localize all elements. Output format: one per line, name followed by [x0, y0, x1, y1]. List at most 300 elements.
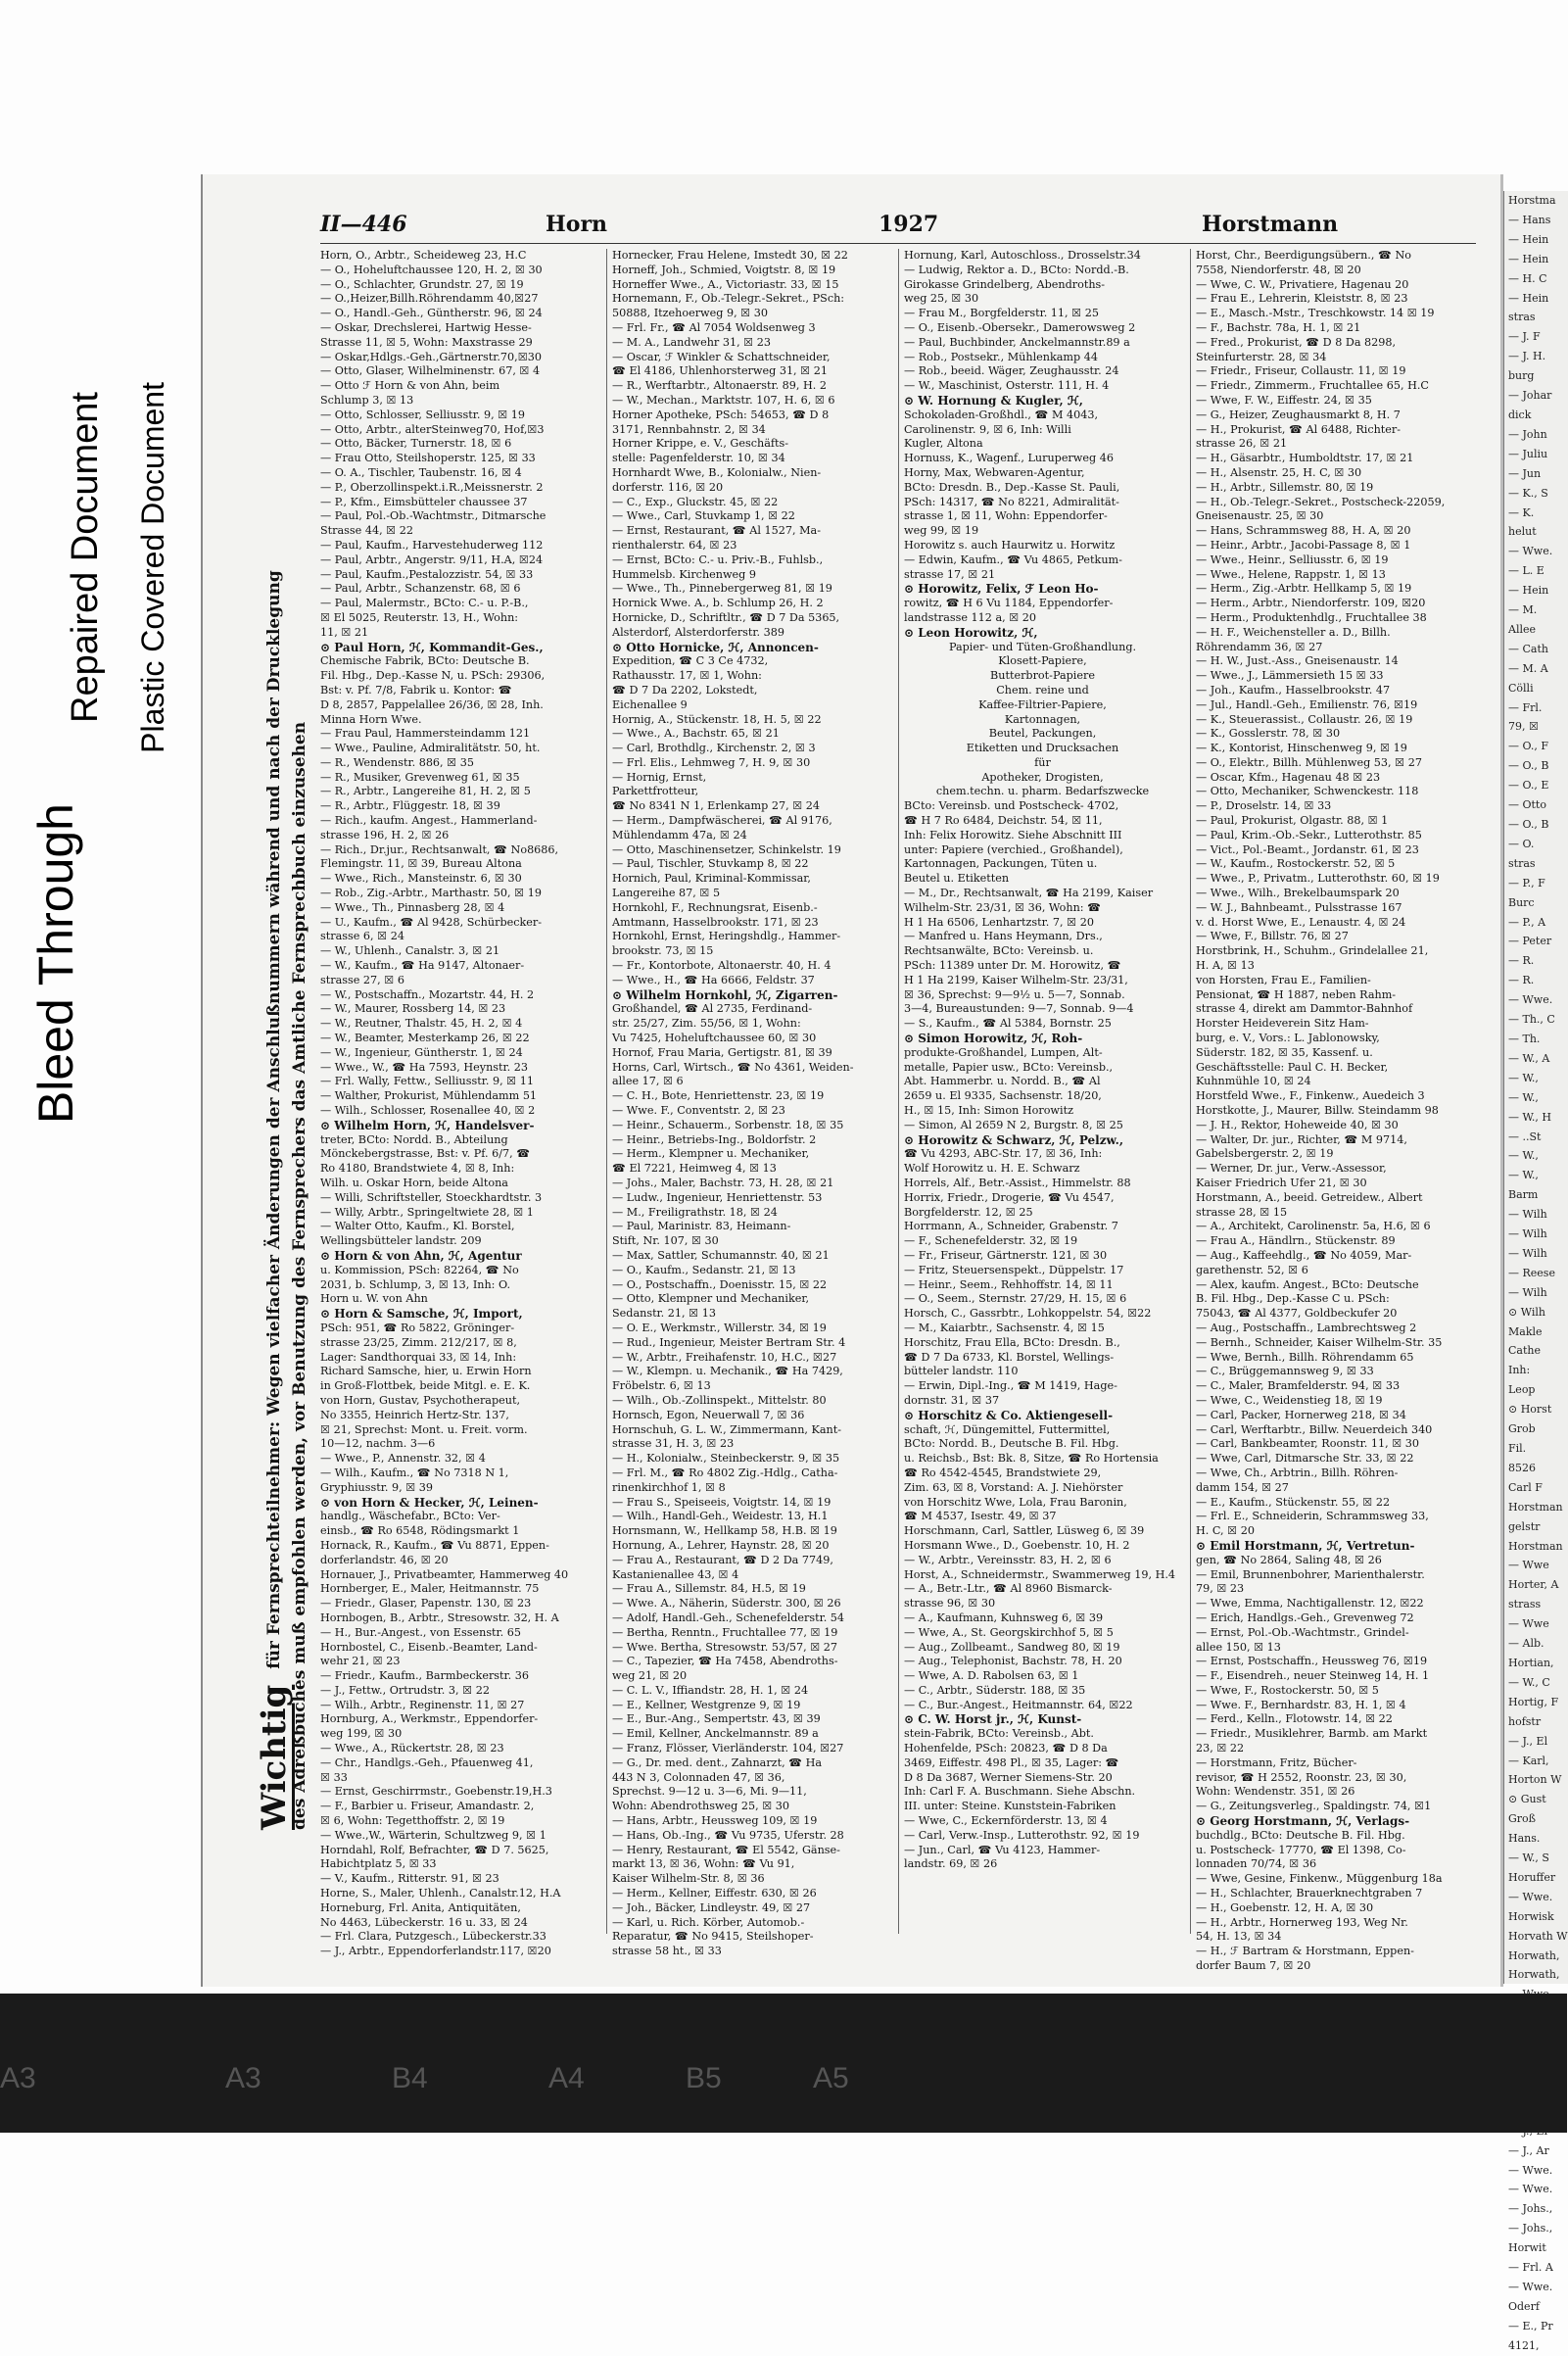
directory-entry: — Max, Sattler, Schumannstr. 40, ☒ 21	[612, 1248, 830, 1262]
next-page-entry: — Wwe.	[1508, 2163, 1553, 2177]
directory-entry: treter, BCto: Nordd. B., Abteilung	[320, 1132, 508, 1146]
directory-entry: ☒ 21, Sprechst: Mont. u. Freit. vorm.	[320, 1422, 528, 1436]
directory-entry: — Wwe., Th., Pinnasberg 28, ☒ 4	[320, 900, 505, 914]
directory-entry: — O., Elektr., Billh. Mühlenweg 53, ☒ 27	[1196, 755, 1422, 769]
directory-entry: strasse 1, ☒ 11, Wohn: Eppendorfer-	[904, 509, 1108, 523]
directory-entry: — Frau A., Händlrn., Stückenstr. 89	[1196, 1234, 1396, 1248]
directory-entry: Kaiser Wilhelm-Str. 8, ☒ 36	[612, 1872, 765, 1886]
directory-entry: — H., Arbtr., Hornerweg 193, Weg Nr.	[1196, 1915, 1408, 1929]
directory-entry: — Friedr., Friseur, Collaustr. 11, ☒ 19	[1196, 364, 1406, 378]
directory-entry: 10—12, nachm. 3—6	[320, 1437, 436, 1451]
directory-entry: — H., Alsenstr. 25, H. C, ☒ 30	[1196, 465, 1362, 479]
next-page-entry: — J., Ar	[1508, 2143, 1549, 2157]
directory-entry: Hornsmann, W., Hellkamp 58, H.B. ☒ 19	[612, 1524, 837, 1538]
directory-entry: Lager: Sandthorquai 33, ☒ 14, Inh:	[320, 1350, 517, 1364]
directory-entry: — W., Postschaffn., Mozartstr. 44, H. 2	[320, 987, 535, 1001]
next-page-entry: Horwit	[1508, 2241, 1546, 2255]
directory-entry: — Hans, Arbtr., Heussweg 109, ☒ 19	[612, 1814, 818, 1828]
directory-entry: — Bernh., Schneider, Kaiser Wilhelm-Str. 35	[1196, 1335, 1443, 1349]
directory-entry: ⊙ Horowitz, Felix, ℱ Leon Ho-	[904, 582, 1099, 597]
directory-entry: — Paul, Marinistr. 83, Heimann-	[612, 1220, 791, 1233]
directory-entry: — H., Ob.-Telegr.-Sekret., Postscheck-22059,	[1196, 495, 1446, 508]
directory-entry: — C. H., Bote, Henriettenstr. 23, ☒ 19	[612, 1089, 825, 1103]
directory-entry: — Erich, Handlgs.-Geh., Grevenweg 72	[1196, 1611, 1414, 1624]
directory-entry: — Willy, Arbtr., Springeltwiete 28, ☒ 1	[320, 1205, 534, 1219]
directory-entry: D 8, 2857, Pappelallee 26/36, ☒ 28, Inh.	[320, 697, 544, 711]
directory-entry: strasse 58 ht., ☒ 33	[612, 1945, 722, 1958]
directory-entry: — Wilh., Arbtr., Reginenstr. 11, ☒ 27	[320, 1698, 525, 1711]
directory-entry: Horner Apotheke, PSch: 54653, ☎ D 8	[612, 408, 830, 421]
directory-entry: stelle: Pagenfelderstr. 10, ☒ 34	[612, 452, 785, 465]
directory-entry: einsb., ☎ Ro 6548, Rödingsmarkt 1	[320, 1524, 520, 1538]
directory-entry: — Frl. Wally, Fettw., Selliusstr. 9, ☒ 11	[320, 1075, 535, 1088]
next-page-entry: Oderf	[1508, 2299, 1540, 2313]
directory-entry: — W., Ingenieur, Güntherstr. 1, ☒ 24	[320, 1045, 523, 1059]
directory-entry: Großhandel, ☎ Al 2735, Ferdinand-	[612, 1002, 813, 1016]
directory-entry: — G., Dr. med. dent., Zahnarzt, ☎ Ha	[612, 1755, 823, 1769]
directory-entry: — Wwe, Gesine, Finkenw., Müggenburg 18a	[1196, 1872, 1443, 1886]
directory-entry: — Wwe, C., Eckernförderstr. 13, ☒ 4	[904, 1814, 1108, 1828]
directory-entry: — Wilh., Ob.-Zollinspekt., Mittelstr. 80	[612, 1393, 827, 1407]
directory-entry: metalle, Papier usw., BCto: Vereinsb.,	[904, 1060, 1114, 1074]
directory-entry: Hornberger, E., Maler, Heitmannstr. 75	[320, 1582, 540, 1596]
directory-entry: Hornhardt Wwe, B., Kolonialw., Nien-	[612, 465, 822, 479]
next-page-entry: Makle	[1508, 1324, 1543, 1338]
directory-entry: 443 N 3, Colonnaden 47, ☒ 36,	[612, 1770, 785, 1784]
directory-entry: ☎ Ro 4542-4545, Brandstwiete 29,	[904, 1466, 1102, 1479]
directory-entry: — H. W., Just.-Ass., Gneisenaustr. 14	[1196, 654, 1399, 668]
next-page-entry: Horuffer	[1508, 1870, 1556, 1884]
directory-entry: — Wilh., Handl-Geh., Weidestr. 13, H.1	[612, 1510, 829, 1523]
column-divider	[898, 249, 899, 1934]
directory-entry: — Aug., Telephonist, Bachstr. 78, H. 20	[904, 1655, 1122, 1668]
directory-entry: — M., Kaiarbtr., Sachsenstr. 4, ☒ 15	[904, 1321, 1105, 1334]
directory-entry: 11, ☒ 21	[320, 625, 369, 639]
next-page-entry: — Jun	[1508, 466, 1542, 480]
directory-entry: — Heinr., Schauerm., Sorbenstr. 18, ☒ 35	[612, 1118, 844, 1131]
directory-entry: — R., Werftarbtr., Altonaerstr. 89, H. 2	[612, 379, 828, 393]
directory-entry: Hornburg, A., Werkmstr., Eppendorfer-	[320, 1712, 539, 1726]
directory-entry: — C., Maler, Bramfelderstr. 94, ☒ 33	[1196, 1379, 1401, 1393]
directory-entry: — Hans, Schrammsweg 88, H. A, ☒ 20	[1196, 524, 1411, 538]
directory-entry: — Ernst, Geschirrmstr., Goebenstr.19,H.3	[320, 1785, 552, 1799]
directory-entry: Richard Samsche, hier, u. Erwin Horn	[320, 1365, 532, 1378]
next-page-entry: — O., E	[1508, 779, 1549, 793]
directory-entry: Fröbelstr. 6, ☒ 13	[612, 1379, 711, 1393]
directory-entry: — E., Kaufm., Stückenstr. 55, ☒ 22	[1196, 1495, 1391, 1509]
next-page-entry: — Otto	[1508, 798, 1546, 812]
directory-entry: Gneisenaustr. 25, ☒ 30	[1196, 509, 1324, 523]
column-divider	[1190, 249, 1191, 1934]
directory-entry: markt 13, ☒ 36, Wohn: ☎ Vu 91,	[612, 1857, 795, 1871]
page-header	[320, 212, 1476, 241]
directory-entry: weg 99, ☒ 19	[904, 524, 979, 538]
directory-entry: — Aug., Kaffeehdlg., ☎ No 4059, Mar-	[1196, 1248, 1412, 1262]
directory-entry: — Franz, Flösser, Vierländerstr. 104, ☒27	[612, 1742, 844, 1755]
directory-entry: ⊙ Otto Hornicke, ℋ, Annoncen-	[612, 640, 819, 654]
directory-entry: 54, H. 13, ☒ 34	[1196, 1930, 1282, 1944]
directory-entry: chem.techn. u. pharm. Bedarfszwecke	[935, 785, 1150, 798]
directory-entry: — Wwe, C. W., Privatiere, Hagenau 20	[1196, 277, 1409, 291]
header-right-word: Horstmann	[1202, 212, 1339, 237]
directory-entry: weg 21, ☒ 20	[612, 1669, 688, 1683]
directory-entry: — G., Zeitungsverleg., Spaldingstr. 74, ☒1	[1196, 1800, 1432, 1813]
next-page-entry: — Johar	[1508, 389, 1552, 403]
directory-entry: Hornecker, Frau Helene, Imstedt 30, ☒ 22	[612, 249, 848, 262]
directory-entry: — O. A., Tischler, Taubenstr. 16, ☒ 4	[320, 465, 522, 479]
directory-entry: — Otto, Arbtr., alterSteinweg70, Hof,☒3	[320, 422, 545, 436]
directory-entry: — A., Architekt, Carolinenstr. 5a, H.6, ☒ 6	[1196, 1220, 1431, 1233]
directory-entry: Mönckebergstrasse, Bst: v. Pf. 6/7, ☎	[320, 1147, 531, 1161]
directory-entry: burg, e. V., Vors.: L. Jablonowsky,	[1196, 1032, 1380, 1045]
directory-entry: — W., Beamter, Mesterkamp 26, ☒ 22	[320, 1032, 530, 1045]
next-page-entry: — Th., C	[1508, 1013, 1555, 1027]
directory-entry: ☎ D 7 Da 2202, Lokstedt,	[612, 683, 758, 697]
directory-entry: Mühlendamm 47a, ☒ 24	[612, 828, 747, 841]
directory-entry: — Johs., Maler, Bachstr. 73, H. 28, ☒ 21	[612, 1177, 834, 1189]
directory-entry: ⊙ Leon Horowitz, ℋ,	[904, 625, 1038, 640]
directory-entry: Hornemann, F., Ob.-Telegr.-Sekret., PSch:	[612, 292, 845, 306]
directory-entry: — Oscar, Kfm., Hagenau 48 ☒ 23	[1196, 770, 1381, 784]
directory-entry: — W., Kaufm., Rostockerstr. 52, ☒ 5	[1196, 857, 1396, 871]
directory-entry: Hornuss, K., Wagenf., Luruperweg 46	[904, 452, 1114, 465]
directory-entry: dorferlandstr. 46, ☒ 20	[320, 1553, 449, 1566]
directory-entry: von Horn, Gustav, Psychotherapeut,	[320, 1393, 521, 1407]
directory-entry: Kaiser Friedrich Ufer 21, ☒ 30	[1196, 1177, 1367, 1189]
next-page-entry: — W., H	[1508, 1110, 1551, 1124]
directory-entry: Horstmann, A., beeid. Getreidew., Albert	[1196, 1190, 1423, 1204]
next-page-edge	[1503, 191, 1568, 2352]
directory-entry: — Wwe. A., Näherin, Süderstr. 300, ☒ 26	[612, 1597, 841, 1611]
directory-entry: Geschäftsstelle: Paul C. H. Becker,	[1196, 1060, 1389, 1074]
directory-entry: Kartonnagen,	[1004, 712, 1081, 726]
next-page-entry: Inh:	[1508, 1364, 1531, 1377]
next-page-entry: — Hein	[1508, 232, 1549, 246]
directory-entry: Horowitz s. auch Haurwitz u. Horwitz	[904, 538, 1116, 552]
directory-entry: — Vict., Pol.-Beamt., Jordanstr. 61, ☒ 23	[1196, 842, 1419, 856]
directory-entry: — Wilh., Kaufm., ☎ No 7318 N 1,	[320, 1466, 509, 1479]
directory-entry: Carolinenstr. 9, ☒ 6, Inh: Willi	[904, 422, 1071, 436]
directory-entry: — Frl. Fr., ☎ Al 7054 Woldsenweg 3	[612, 320, 816, 334]
directory-entry: — Frau M., Borgfelderstr. 11, ☒ 25	[904, 307, 1099, 320]
directory-entry: Alsterdorf, Alsterdorferstr. 389	[612, 625, 784, 639]
directory-entry: ⊙ Horschitz & Co. Aktiengesell-	[904, 1408, 1114, 1422]
directory-entry: — Jun., Carl, ☎ Vu 4123, Hammer-	[904, 1843, 1101, 1856]
directory-entry: Minna Horn Wwe.	[320, 712, 422, 726]
directory-entry: brookstr. 73, ☒ 15	[612, 944, 714, 958]
directory-entry: Hornbogen, B., Arbtr., Stresowstr. 32, H. A	[320, 1611, 559, 1624]
directory-entry: — M. A., Landwehr 31, ☒ 23	[612, 335, 772, 349]
next-page-entry: — Johs.,	[1508, 2222, 1553, 2236]
directory-entry: Schlump 3, ☒ 13	[320, 393, 414, 407]
directory-entry: Flemingstr. 11, ☒ 39, Bureau Altona	[320, 857, 522, 871]
next-page-entry: — W.,	[1508, 1169, 1539, 1182]
directory-entry: ☎ Vu 4293, ABC-Str. 17, ☒ 36, Inh:	[904, 1147, 1103, 1161]
directory-entry: Amtmann, Hasselbrookstr. 171, ☒ 23	[612, 915, 819, 929]
directory-entry: — Otto, Klempner und Mechaniker,	[612, 1292, 810, 1306]
directory-entry: Chem. reine und	[996, 683, 1089, 697]
column-2	[612, 249, 889, 1958]
directory-entry: — Wwe.,W., Wärterin, Schultzweg 9, ☒ 1	[320, 1828, 546, 1842]
directory-entry: Zim. 63, ☒ 8, Vorstand: A. J. Niehörster	[904, 1480, 1123, 1494]
directory-entry: — W., Arbtr., Freihafenstr. 10, H.C., ☒27	[612, 1350, 837, 1364]
directory-entry: ⊙ Horn & von Ahn, ℋ, Agentur	[320, 1248, 522, 1263]
directory-entry: produkte-Großhandel, Lumpen, Alt-	[904, 1045, 1103, 1059]
next-page-entry: — J. H.	[1508, 350, 1546, 363]
directory-entry: Horrix, Friedr., Drogerie, ☎ Vu 4547,	[904, 1190, 1115, 1204]
next-page-entry: — O., B	[1508, 759, 1549, 773]
directory-entry: — Wwe., W., ☎ Ha 7593, Heynstr. 23	[320, 1060, 528, 1074]
directory-entry: Fil. Hbg., Dep.-Kasse N, u. PSch: 29306,	[320, 669, 546, 683]
directory-entry: buchdlg., BCto: Deutsche B. Fil. Hbg.	[1196, 1828, 1405, 1842]
directory-entry: Hornsch, Egon, Neuerwall 7, ☒ 36	[612, 1408, 805, 1421]
directory-entry: — H., Prokurist, ☎ Al 6488, Richter-	[1196, 422, 1402, 436]
ruler-label: A5	[813, 2062, 849, 2094]
directory-entry: — Friedr., Musiklehrer, Barmb. am Markt	[1196, 1727, 1428, 1741]
directory-entry: — E., Kellner, Westgrenze 9, ☒ 19	[612, 1698, 801, 1711]
directory-entry: strasse 6, ☒ 24	[320, 930, 404, 943]
directory-entry: unter: Papiere (verchied., Großhandel),	[904, 842, 1123, 856]
directory-entry: Hornicke, D., Schriftltr., ☎ D 7 Da 5365,	[612, 610, 840, 624]
directory-entry: — S., Kaufm., ☎ Al 5384, Bornstr. 25	[904, 1017, 1112, 1031]
directory-entry: Hornkohl, Ernst, Heringshdlg., Hammer-	[612, 930, 841, 943]
directory-entry: — Paul, Arbtr., Schanzenstr. 68, ☒ 6	[320, 582, 521, 596]
notice-line-2: des Adreßbuches muß empfohlen werden, vor Benutzung des Fernsprechers das Amtliche Fernsprechbuch einzusehen	[290, 721, 309, 1830]
next-page-entry: — H. C	[1508, 271, 1547, 285]
directory-entry: — Simon, Al 2659 N 2, Burgstr. 8, ☒ 25	[904, 1118, 1123, 1131]
directory-entry: — W., Klempn. u. Mechanik., ☎ Ha 7429,	[612, 1365, 843, 1378]
directory-entry: strasse 27, ☒ 6	[320, 973, 404, 986]
directory-entry: Horn, O., Arbtr., Scheideweg 23, H.C	[320, 249, 527, 262]
next-page-entry: Horvath W	[1508, 1929, 1568, 1943]
directory-entry: Hornof, Frau Maria, Gertigstr. 81, ☒ 39	[612, 1045, 832, 1059]
next-page-entry: 4121,	[1508, 2338, 1540, 2352]
next-page-entry: — John	[1508, 427, 1547, 441]
directory-entry: — Emil, Kellner, Anckelmannstr. 89 a	[612, 1727, 819, 1741]
directory-entry: Gryphiusstr. 9, ☒ 39	[320, 1480, 434, 1494]
directory-entry: Langereihe 87, ☒ 5	[612, 887, 721, 900]
directory-entry: — Fr., Kontorbote, Altonaerstr. 40, H. 4	[612, 959, 832, 973]
directory-entry: Etiketten und Drucksachen	[966, 742, 1119, 755]
next-page-entry: — Wilh	[1508, 1208, 1547, 1222]
directory-entry: Strasse 11, ☒ 5, Wohn: Maxstrasse 29	[320, 335, 533, 349]
next-page-entry: — L. E	[1508, 564, 1544, 578]
directory-entry: H. A, ☒ 13	[1196, 959, 1255, 973]
directory-entry: Bst: v. Pf. 7/8, Fabrik u. Kontor: ☎	[320, 683, 512, 697]
label-plastic-covered-document: Plastic Covered Document	[135, 382, 170, 753]
directory-entry: — Paul, Arbtr., Angerstr. 9/11, H.A, ☒24	[320, 553, 544, 566]
directory-entry: Beutel, Packungen,	[988, 727, 1097, 741]
directory-entry: — C., Brüggemannsweg 9, ☒ 33	[1196, 1365, 1374, 1378]
directory-entry: — C., Bur.-Angest., Heitmannstr. 64, ☒22	[904, 1698, 1133, 1711]
next-page-entry: — P., A	[1508, 915, 1546, 929]
directory-entry: — Friedr., Kaufm., Barmbeckerstr. 36	[320, 1669, 529, 1683]
directory-entry: Horn u. W. von Ahn	[320, 1292, 428, 1306]
directory-entry: — Paul, Pol.-Ob.-Wachtmstr., Ditmarsche	[320, 509, 546, 523]
directory-entry: — Wwe, Carl, Ditmarsche Str. 33, ☒ 22	[1196, 1452, 1414, 1466]
next-page-entry: — E., Pr	[1508, 2319, 1553, 2332]
directory-entry: Kuhnmühle 10, ☒ 24	[1196, 1075, 1311, 1088]
directory-entry: — O. E., Werkmstr., Willerstr. 34, ☒ 19	[612, 1321, 827, 1334]
directory-entry: Horsch, C., Gassrbtr., Lohkoppelstr. 54, ☒22	[904, 1307, 1152, 1321]
directory-entry: v. d. Horst Wwe, E., Lenaustr. 4, ☒ 24	[1196, 915, 1406, 929]
directory-entry: Horndahl, Rolf, Befrachter, ☎ D 7. 5625,	[320, 1843, 549, 1856]
directory-entry: Hohenfelde, PSch: 20823, ☎ D 8 Da	[904, 1742, 1108, 1755]
directory-entry: — Otto, Bäcker, Turnerstr. 18, ☒ 6	[320, 437, 512, 451]
label-repaired-document: Repaired Document	[65, 392, 106, 723]
directory-entry: — Fr., Friseur, Gärtnerstr. 121, ☒ 30	[904, 1248, 1108, 1262]
directory-entry: — Frl. Elis., Lehmweg 7, H. 9, ☒ 30	[612, 755, 811, 769]
label-bleed-through: Bleed Through	[28, 803, 83, 1125]
directory-entry: — F., Schenefelderstr. 32, ☒ 19	[904, 1234, 1078, 1248]
directory-entry: Sprechst. 9—12 u. 3—6, Mi. 9—11,	[612, 1785, 807, 1799]
directory-entry: — Wwe. Bertha, Stresowstr. 53/57, ☒ 27	[612, 1640, 838, 1654]
directory-entry: — H., Arbtr., Sillemstr. 80, ☒ 19	[1196, 480, 1374, 494]
directory-entry: — Paul, Prokurist, Olgastr. 88, ☒ 1	[1196, 814, 1389, 828]
directory-entry: — R., Arbtr., Flüggestr. 18, ☒ 39	[320, 799, 500, 813]
directory-entry: ⊙ W. Hornung & Kugler, ℋ,	[904, 393, 1083, 408]
directory-entry: 23, ☒ 22	[1196, 1742, 1245, 1755]
directory-entry: Kugler, Altona	[904, 437, 983, 451]
directory-entry: rowitz, ☎ H 6 Vu 1184, Eppendorfer-	[904, 597, 1114, 610]
directory-entry: — Frl. E., Schneiderin, Schrammsweg 33,	[1196, 1510, 1429, 1523]
next-page-entry: — Wwe.	[1508, 2280, 1553, 2293]
directory-entry: — R., Wendenstr. 886, ☒ 35	[320, 755, 474, 769]
directory-entry: ⊙ Wilhelm Horn, ℋ, Handelsver-	[320, 1118, 535, 1132]
directory-entry: — Oskar,Hdlgs.-Geh.,Gärtnerstr.70,☒30	[320, 350, 542, 363]
page-number: II—446	[320, 212, 407, 237]
directory-entry: — Ludw., Ingenieur, Henriettenstr. 53	[612, 1190, 823, 1204]
directory-entry: — Henry, Restaurant, ☎ El 5542, Gänse-	[612, 1843, 840, 1856]
directory-entry: — Otto, Maschinensetzer, Schinkelstr. 19	[612, 842, 841, 856]
directory-entry: — Wwe., P., Annenstr. 32, ☒ 4	[320, 1452, 486, 1466]
directory-entry: — Wwe., A., Bachstr. 65, ☒ 21	[612, 727, 780, 741]
directory-entry: — Oskar, Drechslerei, Hartwig Hesse-	[320, 320, 532, 334]
directory-entry: rinenkirchhof 1, ☒ 8	[612, 1480, 726, 1494]
directory-entry: Wilh. u. Oskar Horn, beide Altona	[320, 1177, 508, 1189]
directory-entry: Horstfeld Wwe., F., Finkenw., Auedeich 3	[1196, 1089, 1425, 1103]
directory-entry: — Frau Otto, Steilshoperstr. 125, ☒ 33	[320, 452, 536, 465]
directory-entry: Inh: Carl F. A. Buschmann. Siehe Abschn.	[904, 1785, 1136, 1799]
directory-entry: — Wwe., H., ☎ Ha 6666, Feldstr. 37	[612, 973, 815, 986]
directory-entry: B. Fil. Hbg., Dep.-Kasse C u. PSch:	[1196, 1292, 1390, 1306]
directory-entry: ☎ El 7221, Heimweg 4, ☒ 13	[612, 1162, 777, 1176]
directory-entry: ⊙ Horowitz & Schwarz, ℋ, Pelzw.,	[904, 1132, 1124, 1147]
next-page-entry: — Wwe	[1508, 1617, 1549, 1631]
next-page-entry: — Wwe	[1508, 1559, 1549, 1572]
directory-entry: ☒ 36, Sprechst: 9—9½ u. 5—7, Sonnab.	[904, 987, 1125, 1001]
directory-entry: — Chr., Handlgs.-Geh., Pfauenweg 41,	[320, 1755, 534, 1769]
next-page-entry: burg	[1508, 369, 1535, 383]
directory-entry: Schokoladen-Großhdl., ☎ M 4043,	[904, 408, 1099, 421]
next-page-entry: Groß	[1508, 1812, 1537, 1826]
directory-entry: handlg., Wäschefabr., BCto: Ver-	[320, 1510, 500, 1523]
directory-entry: ☎ H 7 Ro 6484, Deichstr. 54, ☒ 11,	[904, 814, 1103, 828]
directory-entry: H., ☒ 15, Inh: Simon Horowitz	[904, 1104, 1073, 1118]
directory-entry: — Wwe. F., Bernhardstr. 83, H. 1, ☒ 4	[1196, 1698, 1406, 1711]
directory-entry: — Oscar, ℱ Winkler & Schattschneider,	[612, 350, 831, 363]
directory-entry: damm 154, ☒ 27	[1196, 1480, 1289, 1494]
directory-entry: Girokasse Grindelberg, Abendroths-	[904, 277, 1106, 291]
directory-entry: 7558, Niendorferstr. 48, ☒ 20	[1196, 263, 1361, 276]
next-page-entry: — Wilh	[1508, 1246, 1547, 1260]
directory-entry: wehr 21, ☒ 23	[320, 1655, 401, 1668]
directory-entry: — W., Mechan., Marktstr. 107, H. 6, ☒ 6	[612, 393, 835, 407]
directory-entry: Horstbrink, H., Schuhm., Grindelallee 21,	[1196, 944, 1429, 958]
next-page-entry: — Wwe.	[1508, 2183, 1553, 2196]
directory-entry: — Rud., Ingenieur, Meister Bertram Str. 4	[612, 1335, 846, 1349]
directory-entry: — R., Musiker, Grevenweg 61, ☒ 35	[320, 770, 520, 784]
directory-entry: Butterbrot-Papiere	[990, 669, 1095, 683]
next-page-entry: Horwath,	[1508, 1968, 1560, 1982]
next-page-entry: Hortig, F	[1508, 1695, 1559, 1708]
next-page-entry: helut	[1508, 525, 1537, 539]
directory-entry: — F., Bachstr. 78a, H. 1, ☒ 21	[1196, 320, 1361, 334]
directory-entry: Wilhelm-Str. 23/31, ☒ 36, Wohn: ☎	[904, 900, 1102, 914]
directory-entry: — W., Maurer, Rossberg 14, ☒ 23	[320, 1002, 506, 1016]
directory-entry: Horrels, Alf., Betr.-Assist., Himmelstr. 88	[904, 1177, 1131, 1189]
directory-entry: — Paul, Krim.-Ob.-Sekr., Lutterothstr. 85	[1196, 828, 1422, 841]
directory-entry: u. Reichsb., Bst: Bk. 8, Sitze, ☎ Ro Hortensia	[904, 1452, 1159, 1466]
directory-entry: — Herm., Zig.-Arbtr. Hellkamp 5, ☒ 19	[1196, 582, 1412, 596]
directory-entry: allee 17, ☒ 6	[612, 1075, 684, 1088]
directory-entry: — K., Steuerassist., Collaustr. 26, ☒ 19	[1196, 712, 1413, 726]
directory-entry: — Walter, Dr. jur., Richter, ☎ M 9714,	[1196, 1132, 1407, 1146]
directory-entry: — Otto, Glaser, Wilhelminenstr. 67, ☒ 4	[320, 364, 541, 378]
directory-entry: Hornack, R., Kaufm., ☎ Vu 8871, Eppen-	[320, 1538, 549, 1552]
directory-entry: Klosett-Papiere,	[998, 654, 1087, 668]
directory-entry: 3469, Eiffestr. 498 Pl., ☒ 35, Lager: ☎	[904, 1755, 1119, 1769]
header-left-word: Horn	[546, 212, 608, 237]
directory-entry: Parkettfrotteur,	[612, 785, 699, 798]
directory-entry: ⊙ Horn & Samsche, ℋ, Import,	[320, 1307, 523, 1322]
next-page-entry: — W.,	[1508, 1071, 1539, 1084]
directory-entry: — Carl, Werftarbtr., Billw. Neuerdeich 340	[1196, 1422, 1433, 1436]
next-page-entry: Cölli	[1508, 681, 1534, 695]
directory-entry: — Wwe., Helene, Rappstr. 1, ☒ 13	[1196, 567, 1386, 581]
directory-entry: — K., Kontorist, Hinschenweg 9, ☒ 19	[1196, 742, 1407, 755]
directory-entry: Ro 4180, Brandstwiete 4, ☒ 8, Inh:	[320, 1162, 515, 1176]
directory-entry: — Frau Paul, Hammersteindamm 121	[320, 727, 531, 741]
directory-entry: Vu 7425, Hoheluftchaussee 60, ☒ 30	[612, 1032, 817, 1045]
directory-entry: — O., Seem., Sternstr. 27/29, H. 15, ☒ 6	[904, 1292, 1127, 1306]
next-page-entry: Horstman	[1508, 1500, 1563, 1514]
next-page-entry: Horton W	[1508, 1773, 1562, 1787]
directory-entry: — Werner, Dr. jur., Verw.-Assessor,	[1196, 1162, 1387, 1176]
directory-entry: PSch: 951, ☎ Ro 5822, Gröninger-	[320, 1321, 515, 1334]
directory-entry: revisor, ☎ H 2552, Roonstr. 23, ☒ 30,	[1196, 1770, 1407, 1784]
directory-entry: u. Postscheck- 17770, ☎ El 1398, Co-	[1196, 1843, 1406, 1856]
directory-entry: — Aug., Zollbeamt., Sandweg 80, ☒ 19	[904, 1640, 1120, 1654]
directory-entry: Expedition, ☎ C 3 Ce 4732,	[612, 654, 769, 668]
directory-entry: Strasse 44, ☒ 22	[320, 524, 414, 538]
directory-entry: bütteler landstr. 110	[904, 1365, 1019, 1378]
directory-entry: ☎ No 8341 N 1, Erlenkamp 27, ☒ 24	[612, 799, 821, 813]
directory-entry: — Wwe, Ch., Arbtrin., Billh. Röhren-	[1196, 1466, 1399, 1479]
directory-entry: — Wwe, F. W., Eiffestr. 24, ☒ 35	[1196, 393, 1372, 407]
directory-entry: — Otto, Mechaniker, Schwenckestr. 118	[1196, 785, 1419, 798]
directory-entry: No 3355, Heinrich Hertz-Str. 137,	[320, 1408, 509, 1421]
directory-entry: — Carl, Verw.-Insp., Lutterothstr. 92, ☒ 19	[904, 1828, 1140, 1842]
directory-entry: Inh: Felix Horowitz. Siehe Abschnitt III	[904, 828, 1122, 841]
directory-entry: stein-Fabrik, BCto: Vereinsb., Abt.	[904, 1727, 1094, 1741]
next-page-entry: — Wwe.	[1508, 545, 1553, 558]
directory-entry: — Herm., Kellner, Eiffestr. 630, ☒ 26	[612, 1887, 817, 1900]
directory-entry: — M., Freiligrathstr. 18, ☒ 24	[612, 1205, 778, 1219]
directory-entry: landstr. 69, ☒ 26	[904, 1857, 998, 1871]
directory-entry: — Otto, Schlosser, Selliusstr. 9, ☒ 19	[320, 408, 526, 421]
directory-entry: Wohn: Abendrothsweg 25, ☒ 30	[612, 1800, 790, 1813]
